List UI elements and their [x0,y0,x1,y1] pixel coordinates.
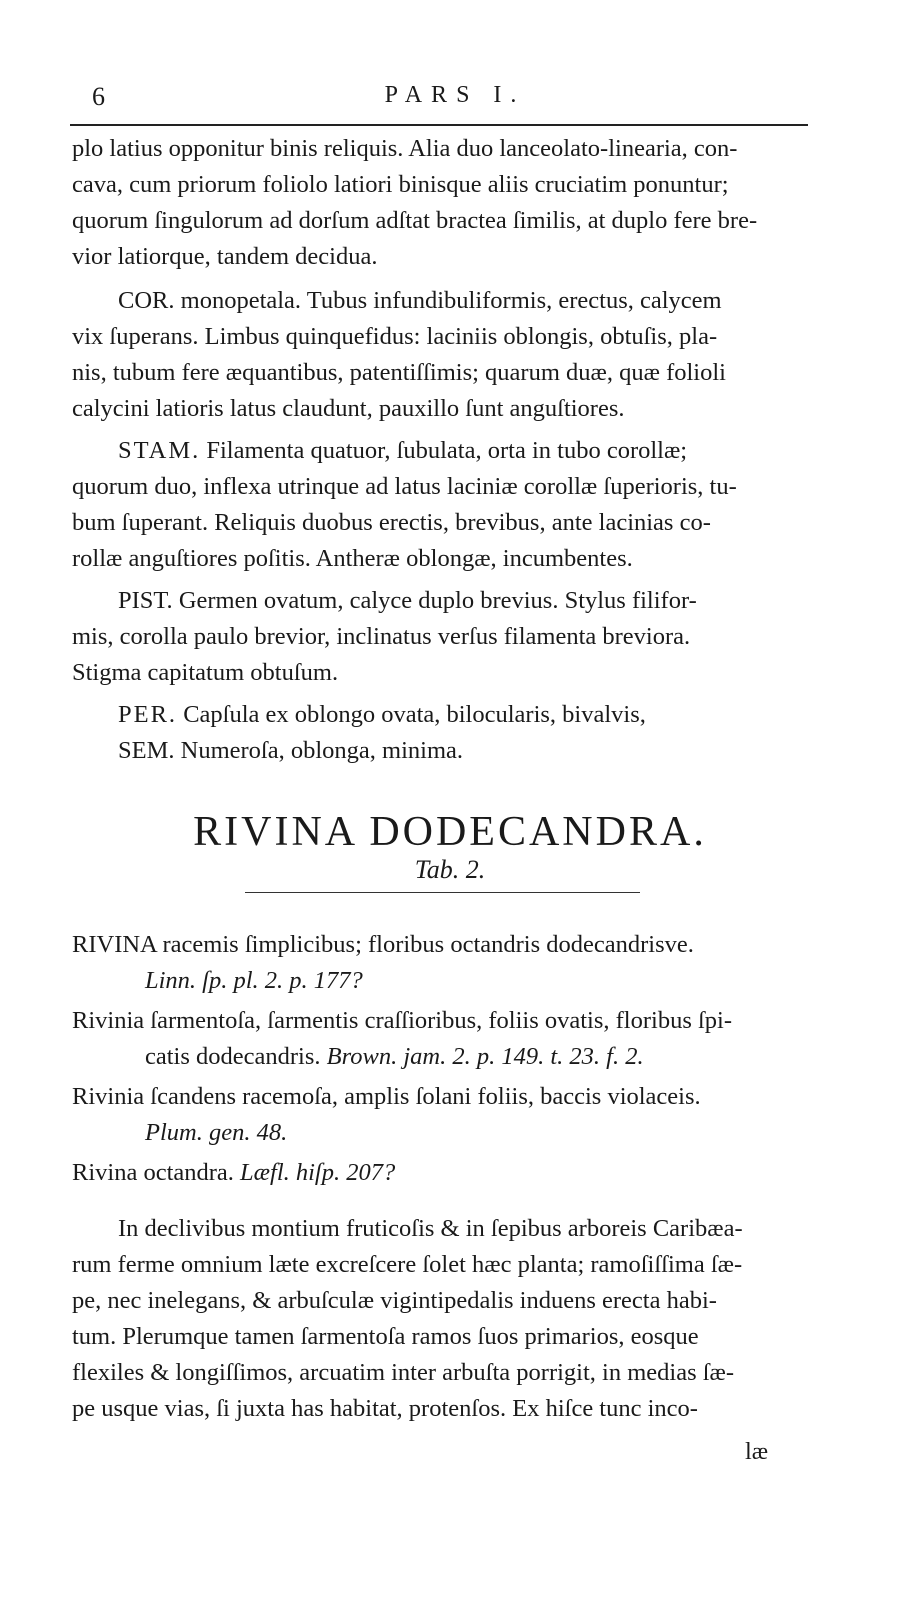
text-line [72,356,814,390]
synonym-continuation [145,1040,887,1074]
line-text: flexiles & longiſſimos, arcuatim inter arbuſta porrigit, in medias ſæ- [72,1359,735,1386]
line-text: plo latius opponitur binis reliquis. Alia duo lanceolato-linearia, con- [72,135,738,162]
sem-section-line [118,734,814,768]
catchword: læ [745,1438,769,1465]
paragraph-line [72,1320,814,1354]
line-text: calycini latioris latus claudunt, pauxillo ſunt anguſtiores. [72,395,625,422]
text-line [72,320,814,354]
sem-label: SEM. [118,737,175,764]
species-title: RIVINA DODECANDRA. [193,809,707,855]
stam-label: STAM. [118,437,201,464]
text-line [72,470,814,504]
cor-text: monopetala. Tubus infundibuliformis, erectus, calycem [180,287,722,314]
line-text: tum. Plerumque tamen ſarmentoſa ramos ſuos primarios, eosque [72,1323,699,1350]
line-text: pe, nec inelegans, & arbuſculæ vigintipedalis induens erecta habi- [72,1287,717,1314]
per-label: PER. [118,701,178,728]
synonym-text: Rivina octandra. [72,1159,234,1186]
title-rule [245,892,640,893]
text-line [72,168,814,202]
line-text: In declivibus montium fruticoſis & in ſepibus arboreis Caribæa- [118,1215,743,1242]
line-text: rollæ anguſtiores poſitis. Antheræ oblongæ, incumbentes. [72,545,633,572]
line-text: quorum duo, inflexa utrinque ad latus laciniæ corollæ ſuperioris, tu- [72,473,737,500]
synonym-citation [145,1116,887,1150]
paragraph-line [72,1284,814,1318]
line-text: quorum ſingulorum ad dorſum adſtat bractea ſimilis, at duplo fere bre- [72,207,758,234]
synonym-line [72,1004,814,1038]
cor-label: COR. [118,287,175,314]
page-number: 6 [92,82,105,111]
paragraph-line [118,1212,814,1246]
line-text: Stigma capitatum obtuſum. [72,659,339,686]
synonym-text: Rivinia ſarmentoſa, ſarmentis craſſioribus, foliis ovatis, floribus ſpi- [72,1007,733,1034]
per-text: Capſula ex oblongo ovata, bilocularis, bivalvis, [183,701,646,728]
line-text: mis, corolla paulo brevior, inclinatus verſus filamenta breviora. [72,623,691,650]
citation-text: Læfl. hiſp. 207? [240,1159,396,1186]
pist-section-first-line [118,584,814,618]
citation-text: Plum. gen. 48. [145,1119,288,1146]
stam-section-first-line [118,434,814,468]
paragraph-line [72,1248,814,1282]
plate-reference: Tab. 2. [414,855,486,884]
line-text: bum ſuperant. Reliquis duobus erectis, brevibus, ante lacinias co- [72,509,711,536]
pist-label: PIST. [118,587,173,614]
citation-text: Brown. jam. 2. p. 149. t. 23. f. 2. [326,1043,644,1070]
header-rule [70,124,808,126]
page-header [70,82,840,122]
text-line [72,204,814,238]
line-text: nis, tubum fere æquantibus, patentiſſimis; quarum duæ, quæ folioli [72,359,726,386]
text-line [72,240,814,274]
text-line [72,620,814,654]
pist-text: Germen ovatum, calyce duplo brevius. Stylus filifor- [178,587,697,614]
paragraph-line [72,1392,814,1426]
text-line [72,132,814,166]
paragraph-line [72,1356,814,1390]
citation-text: Linn. ſp. pl. 2. p. 177? [145,967,363,994]
line-text: vix ſuperans. Limbus quinquefidus: laciniis oblongis, obtuſis, pla- [72,323,718,350]
synonym-line [72,928,814,962]
text-line [72,542,814,576]
sem-text: Numeroſa, oblonga, minima. [180,737,464,764]
synonym-citation [145,964,887,998]
synonym-line [72,1080,814,1114]
stam-text: Filamenta quatuor, ſubulata, orta in tubo corollæ; [206,437,688,464]
text-line [72,506,814,540]
cor-section-first-line [118,284,814,318]
synonym-line [72,1156,814,1190]
line-text: pe usque vias, ſi juxta has habitat, protenſos. Ex hiſce tunc inco- [72,1395,698,1422]
line-text: rum ferme omnium læte excreſcere ſolet hæc planta; ramoſiſſima ſæ- [72,1251,743,1278]
running-head: PARS I. [384,82,526,108]
synonym-text: RIVINA racemis ſimplicibus; floribus octandris dodecandrisve. [72,931,694,958]
synonym-text: Rivinia ſcandens racemoſa, amplis ſolani foliis, baccis violaceis. [72,1083,701,1110]
text-line [72,392,814,426]
per-section-line [118,698,814,732]
line-text: vior latiorque, tandem decidua. [72,243,378,270]
line-text: cava, cum priorum foliolo latiori binisque aliis cruciatim ponuntur; [72,171,729,198]
synonym-text: catis dodecandris. [145,1043,321,1070]
text-line [72,656,814,690]
